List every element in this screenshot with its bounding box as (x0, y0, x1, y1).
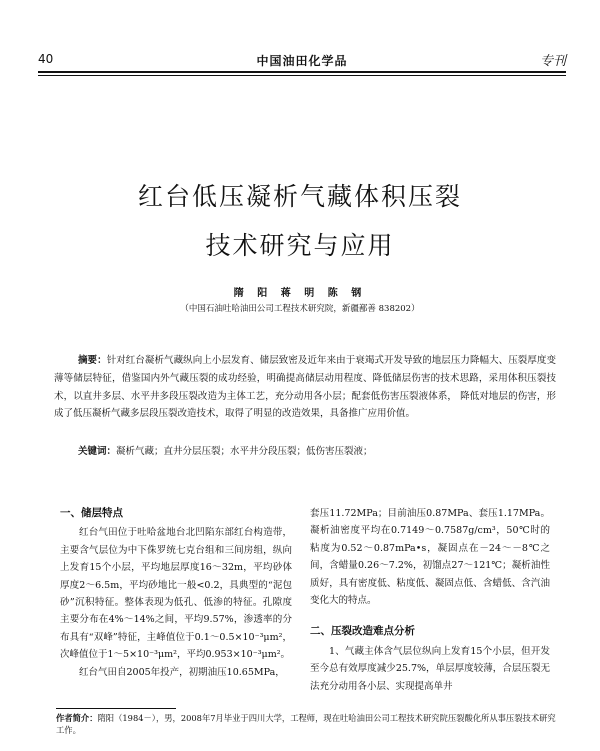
left-column (60, 505, 292, 681)
section1-paragraph1: 红台气田位于吐哈盆地台北凹陷东部红台构造带，主要含气层位为中下侏罗统七克台组和三间房组，纵向上发育15个小层，平均地层厚度16～32m，平均砂体厚度2～6.5m，平均砂地比一般<0.2，具典型的“泥包砂”沉积特征。整体表现为低孔、低渗的特征。孔隙度主要分布在4%～14%之间，平均9.57%，渗透率的分布具有“双峰”特征，主峰值位于0.1～0.5×10⁻³μm²，次峰值位于1～5×10⁻³μm²，平均0.953×10⁻³μm²。 (60, 527, 292, 661)
section1-paragraph2: 红台气田自2005年投产，初期油压10.65MPa， (79, 666, 285, 678)
authors: 隋 阳 蒋 明 陈 钢 (233, 288, 367, 299)
section2-paragraph1: 1、气藏主体含气层位纵向上发育15个小层，但开发至今总有效厚度减少25.7%，单层厚度较薄，合层压裂无法充分动用各小层、实现提高单井 (310, 645, 550, 692)
keywords-label: 关键词： (78, 446, 117, 457)
author-footnote (56, 712, 556, 736)
journal-name: 中国油田化学品 (256, 54, 348, 68)
affiliation: （中国石油吐哈油田公司工程技术研究院，新疆鄯善 838202） (180, 304, 420, 314)
abstract-text: 针对红台凝析气藏纵向上小层发育、储层致密及近年来由于衰竭式开发导致的地层压力降幅大、压裂厚度变薄等储层特征，借鉴国内外气藏压裂的成功经验，明确提高储层动用程度、降低储层伤害的技术思路，采用体积压裂技术，以直井多层、水平井多段压裂改造为主体工艺，充分动用各小层；配套低伤害压裂液体系， 降低对地层的伤害，形成了低压凝析气藏多层段压裂改造技术，取得了明显的改造效果，具备推广应用价值。 (54, 355, 556, 420)
abstract-label: 摘要： (78, 355, 107, 366)
paper-title-line1: 红台低压凝析气藏体积压裂 (137, 182, 462, 211)
abstract (54, 352, 556, 423)
right-column (310, 505, 550, 695)
special-issue-label: 专刊 (539, 54, 566, 69)
footnote-text: 隋阳（1984－），男，2008年7月毕业于四川大学，工程师，现在吐哈油田公司工程技术研究院压裂酸化所从事压裂技术研究工作。 (56, 713, 556, 735)
page-number: 40 (38, 52, 54, 66)
section1-continuation: 套压11.72MPa；目前油压0.87MPa、套压1.17MPa。凝析油密度平均在0.7149～0.7587g/cm³，50℃时的粘度为0.52～0.87mPa•s，凝固点在－24～－8℃之间，含蜡量0.26～7.2%，初馏点27～121℃；凝析油性质好，具有密度低、粘度低、凝固点低、含蜡低、含汽油变化大的特点。 (310, 508, 550, 607)
keywords (78, 443, 556, 457)
keywords-text: 凝析气藏；直井分层压裂；水平井分段压裂；低伤害压裂液； (116, 446, 373, 457)
footnote-rule (56, 708, 176, 709)
header-rule-thick (38, 71, 566, 73)
footnote-label: 作者简介： (56, 713, 98, 723)
section1-heading: 一、储层特点 (60, 507, 123, 519)
running-header (38, 50, 566, 70)
paper-title-line2: 技术研究与应用 (205, 231, 395, 260)
header-rule-thin (38, 75, 566, 76)
section2-heading: 二、压裂改造难点分析 (310, 625, 415, 638)
